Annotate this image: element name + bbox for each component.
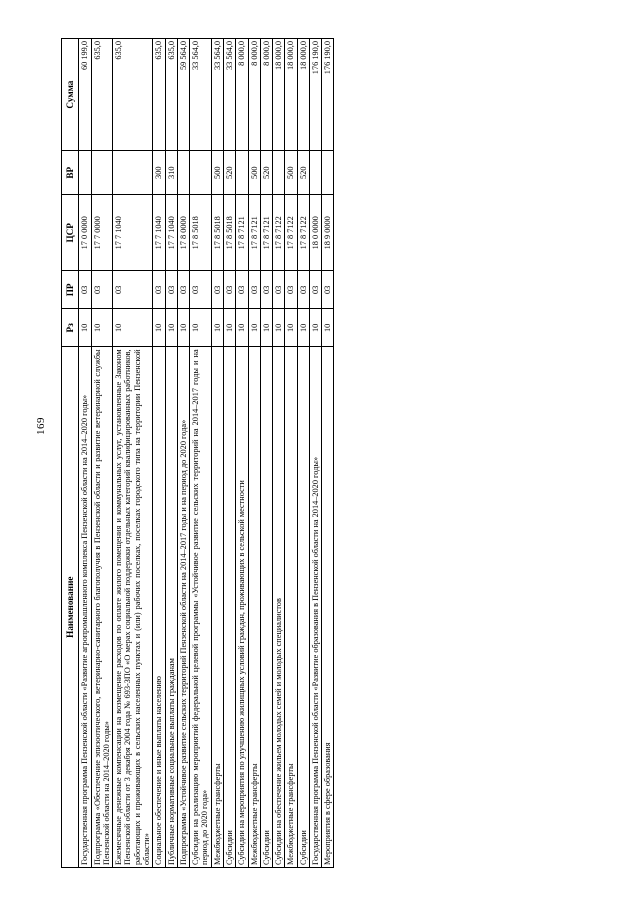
table-row — [91, 38, 113, 867]
cell-sum: 635,0 — [153, 38, 165, 150]
cell-sum: 8 000,0 — [236, 38, 248, 150]
column-header-pr: ПР — [62, 270, 79, 308]
cell-csr: 17 8 5018 — [211, 194, 223, 270]
cell-name: Межбюджетные трансферты — [285, 346, 297, 867]
cell-pr: 03 — [211, 270, 223, 308]
cell-rz: 10 — [248, 308, 260, 346]
cell-sum: 18 000,0 — [297, 38, 309, 150]
cell-pr: 03 — [285, 270, 297, 308]
column-header-csr: ЦСР — [62, 194, 79, 270]
cell-name: Субсидии — [297, 346, 309, 867]
table-row — [297, 38, 309, 867]
table-header-row — [62, 38, 79, 867]
cell-sum: 60 199,0 — [79, 38, 91, 150]
cell-name: Государственная программа Пензенской области «Развитие агропромышленного комплекса Пензенской области на 2014–2020 годы» — [79, 346, 91, 867]
table-row — [113, 38, 153, 867]
cell-vr — [113, 150, 153, 194]
cell-name: Межбюджетные трансферты — [248, 346, 260, 867]
cell-vr — [309, 150, 321, 194]
cell-rz: 10 — [260, 308, 272, 346]
cell-rz: 10 — [211, 308, 223, 346]
cell-vr: 520 — [260, 150, 272, 194]
cell-name: Межбюджетные трансферты — [211, 346, 223, 867]
cell-pr: 03 — [248, 270, 260, 308]
cell-pr: 03 — [322, 270, 334, 308]
cell-sum: 33 564,0 — [223, 38, 235, 150]
cell-vr — [322, 150, 334, 194]
cell-pr: 03 — [236, 270, 248, 308]
table-row — [285, 38, 297, 867]
cell-pr: 03 — [260, 270, 272, 308]
cell-sum: 18 000,0 — [273, 38, 285, 150]
cell-name: Субсидии — [260, 346, 272, 867]
cell-csr: 17 8 0000 — [177, 194, 189, 270]
table-row — [165, 38, 177, 867]
cell-name: Мероприятия в сфере образования — [322, 346, 334, 867]
cell-vr: 500 — [285, 150, 297, 194]
cell-rz: 10 — [177, 308, 189, 346]
cell-name: Ежемесячные денежные компенсации на возмещение расходов по оплате жилого помещения и коммунальных услуг, установленные Законом Пензенской области от 3 декабря 2004 года № 693-ЗПО «О мерах социальной поддержки отдельных категорий квалифицированных работников, работающих и проживающих в сельских населенных пунктах и (или) рабочих поселках, поселках городского типа на территории Пензенской области» — [113, 346, 153, 867]
cell-sum: 59 564,0 — [177, 38, 189, 150]
cell-vr — [190, 150, 212, 194]
cell-pr: 03 — [297, 270, 309, 308]
cell-csr: 17 8 5018 — [190, 194, 212, 270]
cell-rz: 10 — [285, 308, 297, 346]
cell-vr: 300 — [153, 150, 165, 194]
cell-pr: 03 — [190, 270, 212, 308]
cell-rz: 10 — [236, 308, 248, 346]
cell-rz: 10 — [113, 308, 153, 346]
cell-csr: 17 7 1040 — [153, 194, 165, 270]
page-number: 169 — [35, 417, 47, 435]
cell-vr: 520 — [297, 150, 309, 194]
cell-rz: 10 — [273, 308, 285, 346]
cell-sum: 635,0 — [91, 38, 113, 150]
cell-csr: 17 7 0000 — [91, 194, 113, 270]
table-row — [211, 38, 223, 867]
cell-sum: 8 000,0 — [260, 38, 272, 150]
cell-pr: 03 — [223, 270, 235, 308]
cell-vr — [79, 150, 91, 194]
cell-pr: 03 — [91, 270, 113, 308]
table-row — [273, 38, 285, 867]
cell-sum: 635,0 — [113, 38, 153, 150]
cell-vr: 520 — [223, 150, 235, 194]
cell-pr: 03 — [177, 270, 189, 308]
column-header-rz: Рз — [62, 308, 79, 346]
cell-sum: 176 190,0 — [322, 38, 334, 150]
cell-rz: 10 — [223, 308, 235, 346]
budget-table — [61, 38, 334, 868]
table-row — [248, 38, 260, 867]
cell-sum: 33 564,0 — [190, 38, 212, 150]
cell-csr: 17 8 7122 — [285, 194, 297, 270]
cell-rz: 10 — [309, 308, 321, 346]
cell-csr: 17 8 7122 — [297, 194, 309, 270]
cell-sum: 8 000,0 — [248, 38, 260, 150]
table-row — [190, 38, 212, 867]
cell-name: Подпрограмма «Устойчивое развитие сельских территорий Пензенской области на 2014–2017 годы и на период до 2020 года» — [177, 346, 189, 867]
cell-name: Субсидии на реализацию мероприятий федеральной целевой программы «Устойчивое развитие сельских территорий на 2014–2017 годы и на период до 2020 года» — [190, 346, 212, 867]
cell-pr: 03 — [113, 270, 153, 308]
table-row — [260, 38, 272, 867]
cell-csr: 17 8 5018 — [223, 194, 235, 270]
cell-vr — [177, 150, 189, 194]
cell-csr: 17 8 7121 — [236, 194, 248, 270]
cell-csr: 17 7 1040 — [113, 194, 153, 270]
cell-rz: 10 — [322, 308, 334, 346]
table-row — [79, 38, 91, 867]
cell-csr: 17 7 1040 — [165, 194, 177, 270]
cell-vr — [91, 150, 113, 194]
table-row — [309, 38, 321, 867]
table-row — [177, 38, 189, 867]
cell-vr: 500 — [211, 150, 223, 194]
cell-name: Субсидии на обеспечение жильем молодых семей и молодых специалистов — [273, 346, 285, 867]
rotated-table-area — [61, 38, 579, 868]
column-header-name: Наименование — [62, 346, 79, 867]
cell-name: Субсидии на мероприятия по улучшению жилищных условий граждан, проживающих в сельской местности — [236, 346, 248, 867]
cell-pr: 03 — [273, 270, 285, 308]
cell-csr: 17 8 7121 — [260, 194, 272, 270]
cell-rz: 10 — [297, 308, 309, 346]
cell-vr — [273, 150, 285, 194]
cell-name: Государственная программа Пензенской области «Развитие образования в Пензенской области на 2014–2020 годы» — [309, 346, 321, 867]
cell-vr — [236, 150, 248, 194]
table-row — [322, 38, 334, 867]
column-header-vr: ВР — [62, 150, 79, 194]
cell-rz: 10 — [165, 308, 177, 346]
table-body — [79, 38, 334, 867]
column-header-sum: Сумма — [62, 38, 79, 150]
table-row — [153, 38, 165, 867]
cell-csr: 17 0 0000 — [79, 194, 91, 270]
cell-sum: 33 564,0 — [211, 38, 223, 150]
cell-pr: 03 — [309, 270, 321, 308]
cell-name: Подпрограмма «Обеспечение эпизоотического, ветеринарно-санитарного благополучия в Пензенской области и развитие ветеринарной службы Пензенской области на 2014–2020 годы» — [91, 346, 113, 867]
cell-sum: 18 000,0 — [285, 38, 297, 150]
cell-rz: 10 — [91, 308, 113, 346]
cell-name: Субсидии — [223, 346, 235, 867]
cell-name: Публичные нормативные социальные выплаты гражданам — [165, 346, 177, 867]
cell-rz: 10 — [190, 308, 212, 346]
cell-name: Социальное обеспечение и иные выплаты населению — [153, 346, 165, 867]
cell-rz: 10 — [79, 308, 91, 346]
cell-sum: 635,0 — [165, 38, 177, 150]
cell-pr: 03 — [153, 270, 165, 308]
cell-rz: 10 — [153, 308, 165, 346]
cell-vr: 310 — [165, 150, 177, 194]
table-row — [236, 38, 248, 867]
cell-csr: 18 0 0000 — [309, 194, 321, 270]
cell-pr: 03 — [165, 270, 177, 308]
cell-vr: 500 — [248, 150, 260, 194]
cell-csr: 18 9 0000 — [322, 194, 334, 270]
table-row — [223, 38, 235, 867]
cell-pr: 03 — [79, 270, 91, 308]
cell-csr: 17 8 7122 — [273, 194, 285, 270]
cell-csr: 17 8 7121 — [248, 194, 260, 270]
cell-sum: 176 190,0 — [309, 38, 321, 150]
